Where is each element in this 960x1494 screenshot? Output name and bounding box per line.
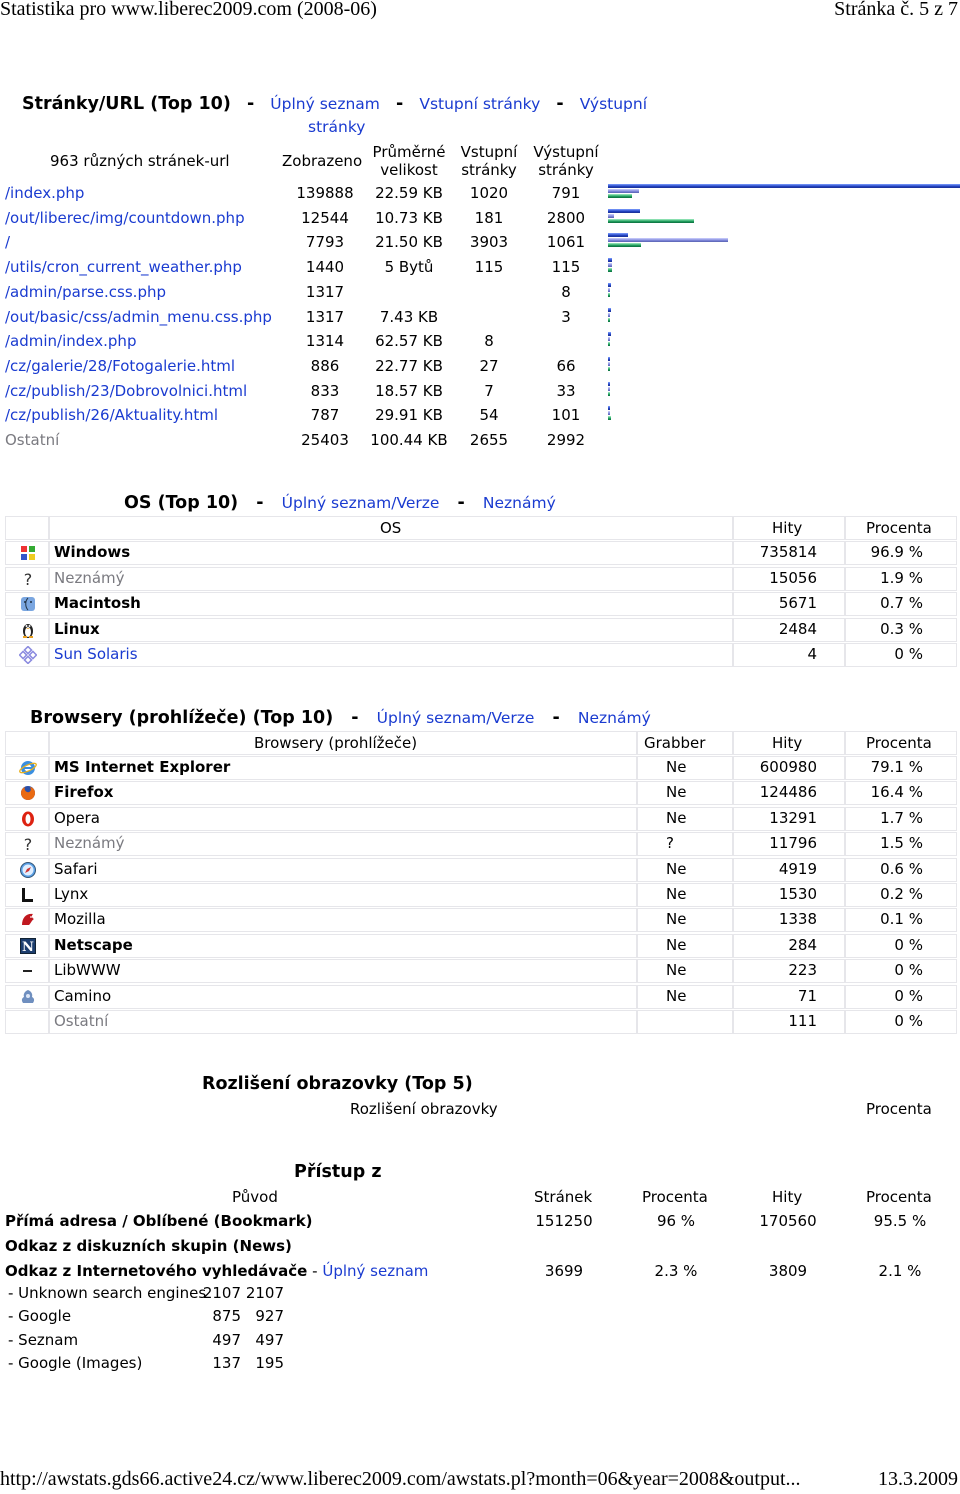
page-views: 833 bbox=[310, 381, 340, 400]
svg-text:N: N bbox=[22, 939, 34, 955]
browser-name: Opera bbox=[54, 808, 100, 827]
print-header-page: Stránka č. 5 z 7 bbox=[834, 0, 958, 20]
browser-row-frame bbox=[49, 1010, 637, 1034]
page-url-link[interactable]: /cz/galerie/28/Fotogalerie.html bbox=[5, 356, 236, 375]
search-engine-name: - Seznam bbox=[8, 1330, 79, 1349]
views-bar bbox=[608, 406, 610, 410]
search-engine-name: - Unknown search engines bbox=[8, 1284, 207, 1302]
page-views: 7793 bbox=[305, 233, 345, 252]
header-avg-size bbox=[366, 143, 452, 179]
firefox-icon bbox=[19, 784, 37, 802]
exit-bar bbox=[608, 293, 610, 297]
os-hits: 2484 bbox=[778, 619, 817, 638]
views-bar bbox=[608, 258, 612, 262]
exit-bar bbox=[608, 416, 611, 420]
views-bar bbox=[608, 308, 611, 312]
entry-pages-link[interactable]: Vstupní stránky bbox=[419, 95, 541, 113]
page-exit: 66 bbox=[556, 356, 576, 375]
browser-hits: 284 bbox=[788, 935, 817, 954]
page-exit: 2800 bbox=[546, 208, 586, 227]
page-views: 787 bbox=[310, 406, 340, 425]
browsers-header-grabber: Grabber bbox=[644, 734, 706, 752]
browser-grabber: Ne bbox=[666, 783, 687, 802]
windows-icon bbox=[19, 544, 37, 562]
header-url: 963 různých stránek-url bbox=[50, 152, 230, 170]
unknown-icon bbox=[19, 835, 37, 853]
browsers-header-percent: Procenta bbox=[866, 734, 932, 752]
search-engine-hits: 927 bbox=[255, 1307, 284, 1326]
browser-row-frame bbox=[49, 883, 637, 907]
page-url-link[interactable]: /admin/parse.css.php bbox=[5, 282, 166, 301]
exit-bar bbox=[608, 219, 694, 223]
views-bar bbox=[608, 233, 628, 237]
title-separator: - bbox=[556, 94, 564, 114]
entry-bar bbox=[608, 288, 610, 292]
browser-row-frame bbox=[637, 1010, 733, 1034]
page-url-link[interactable]: /out/basic/css/admin_menu.css.php bbox=[5, 307, 272, 326]
page-avg-size: 62.57 KB bbox=[375, 332, 443, 351]
print-footer-date: 13.3.2009 bbox=[878, 1468, 958, 1490]
search-pages: 3699 bbox=[544, 1262, 584, 1280]
search-full-list-link[interactable]: Úplný seznam bbox=[322, 1262, 429, 1280]
views-bar bbox=[608, 382, 610, 386]
page-url-link[interactable]: /cz/publish/23/Dobrovolnici.html bbox=[5, 381, 248, 400]
os-row-frame bbox=[49, 643, 733, 667]
views-bar bbox=[608, 283, 611, 287]
title-separator: - bbox=[552, 708, 560, 728]
exit-bar bbox=[608, 392, 610, 396]
news-access-label: Odkaz z diskuzních skupin (News) bbox=[5, 1237, 292, 1255]
page-exit: 2992 bbox=[546, 431, 586, 449]
page-views: 12544 bbox=[301, 208, 349, 227]
pages-section-title: Stránky/URL (Top 10) bbox=[22, 94, 231, 114]
other-browsers-label: Ostatní bbox=[54, 1012, 109, 1030]
entry-bar bbox=[608, 313, 610, 317]
header-entry-line1: Vstupní bbox=[460, 143, 518, 161]
exit-bar bbox=[608, 268, 612, 272]
page-url-link[interactable]: /out/liberec/img/countdown.php bbox=[5, 208, 245, 227]
browsers-unknown-link[interactable]: Neznámý bbox=[577, 709, 651, 727]
page-views: 886 bbox=[310, 356, 340, 375]
browser-name: MS Internet Explorer bbox=[54, 758, 231, 776]
page-exit: 101 bbox=[551, 406, 581, 425]
search-access-row bbox=[5, 1262, 428, 1280]
browser-grabber: Ne bbox=[666, 885, 687, 903]
browser-hits: 1338 bbox=[778, 910, 817, 929]
page-entry: 7 bbox=[484, 381, 494, 400]
page-avg-size: 21.50 KB bbox=[375, 233, 443, 252]
os-row-frame bbox=[49, 541, 733, 565]
search-engine-pages: 2107 bbox=[202, 1284, 241, 1302]
resolution-section-title: Rozlišení obrazovky (Top 5) bbox=[202, 1074, 473, 1094]
browser-hits: 600980 bbox=[759, 758, 817, 776]
page-url-link[interactable]: /utils/cron_current_weather.php bbox=[5, 258, 242, 277]
os-header-row-frame bbox=[49, 516, 733, 540]
page-avg-size: 100.44 KB bbox=[370, 431, 448, 449]
unknown-icon bbox=[19, 570, 37, 588]
exit-bar bbox=[608, 318, 610, 322]
header-entry bbox=[455, 143, 523, 179]
browser-percent: 16.4 % bbox=[870, 783, 923, 802]
search-engine-pages: 875 bbox=[212, 1307, 241, 1326]
browsers-header-row-frame bbox=[733, 731, 845, 755]
browsers-section-title: Browsery (prohlížeče) (Top 10) bbox=[30, 708, 334, 728]
browser-percent: 0.6 % bbox=[880, 859, 923, 878]
referrers-section-title: Přístup z bbox=[294, 1162, 382, 1182]
page-avg-size: 10.73 KB bbox=[375, 208, 443, 227]
header-views: Zobrazeno bbox=[282, 152, 363, 170]
browsers-header-row-frame bbox=[49, 731, 637, 755]
camino-icon bbox=[19, 988, 37, 1006]
browser-name: Firefox bbox=[54, 783, 114, 802]
macintosh-icon bbox=[19, 595, 37, 613]
os-hits: 735814 bbox=[759, 543, 817, 561]
exit-bar bbox=[608, 367, 610, 371]
exit-bar bbox=[608, 342, 610, 346]
browsers-full-list-link[interactable]: Úplný seznam/Verze bbox=[376, 709, 535, 727]
page-entry: 8 bbox=[484, 332, 494, 351]
os-unknown-link[interactable]: Neznámý bbox=[482, 494, 556, 512]
browser-row-frame bbox=[5, 1010, 49, 1034]
browsers-header-row-frame bbox=[637, 731, 733, 755]
browsers-header-row-frame bbox=[845, 731, 957, 755]
search-pct-hits: 2.1 % bbox=[878, 1262, 922, 1280]
browser-hits: 1530 bbox=[778, 885, 817, 903]
resolution-header-percent: Procenta bbox=[866, 1100, 932, 1118]
entry-bar bbox=[608, 411, 610, 415]
views-bar bbox=[608, 357, 610, 361]
mozilla-icon bbox=[19, 911, 37, 929]
browser-name: Netscape bbox=[54, 935, 133, 954]
browser-name: LibWWW bbox=[54, 961, 121, 980]
title-separator: - bbox=[312, 1262, 318, 1280]
search-engine-name: - Google (Images) bbox=[8, 1353, 143, 1372]
os-header-percent: Procenta bbox=[866, 519, 932, 537]
page-avg-size: 7.43 KB bbox=[379, 307, 439, 326]
search-access-label: Odkaz z Internetového vyhledávače bbox=[5, 1262, 308, 1280]
internet-explorer-icon bbox=[19, 759, 37, 777]
browsers-header-name: Browsery (prohlížeče) bbox=[254, 734, 418, 752]
title-separator: - bbox=[256, 493, 264, 513]
browsers-header-row-frame bbox=[5, 731, 49, 755]
referrers-header-pct-pages: Procenta bbox=[642, 1188, 708, 1206]
browser-row-frame bbox=[49, 832, 637, 856]
browser-percent: 1.5 % bbox=[880, 834, 923, 853]
os-header-row-frame bbox=[5, 516, 49, 540]
page-avg-size: 29.91 KB bbox=[375, 406, 443, 425]
page-views: 1440 bbox=[305, 258, 345, 277]
browser-hits: 13291 bbox=[769, 808, 817, 827]
page-exit: 1061 bbox=[546, 233, 586, 252]
entry-bar bbox=[608, 238, 728, 242]
header-entry-line2: stránky bbox=[461, 161, 517, 179]
page-entry: 181 bbox=[474, 208, 504, 227]
search-hits: 3809 bbox=[768, 1262, 808, 1280]
browser-row-frame bbox=[49, 985, 637, 1009]
safari-icon bbox=[19, 861, 37, 879]
browser-grabber: Ne bbox=[666, 910, 687, 929]
other-pages-label: Ostatní bbox=[5, 431, 60, 449]
direct-pct-hits: 95.5 % bbox=[873, 1212, 927, 1230]
page-avg-size: 22.59 KB bbox=[375, 184, 443, 202]
search-pct-pages: 2.3 % bbox=[654, 1262, 698, 1280]
page-views: 1317 bbox=[305, 282, 345, 301]
full-list-link-cont[interactable]: stránky bbox=[308, 118, 366, 136]
browser-row-frame bbox=[49, 858, 637, 882]
os-hits: 5671 bbox=[778, 594, 817, 612]
header-avg-size-line2: velikost bbox=[380, 161, 438, 179]
os-name: Neznámý bbox=[54, 568, 125, 587]
print-footer-url: http://awstats.gds66.active24.cz/www.liberec2009.com/awstats.pl?month=06&year=2008&output... bbox=[0, 1468, 801, 1490]
browser-grabber: ? bbox=[666, 834, 674, 853]
browsers-header-hits: Hity bbox=[772, 734, 803, 752]
os-percent: 96.9 % bbox=[870, 543, 923, 561]
header-exit-line2: stránky bbox=[538, 161, 594, 179]
os-header-name: OS bbox=[380, 519, 402, 537]
page-entry: 27 bbox=[479, 356, 499, 375]
page-views: 1317 bbox=[305, 307, 345, 326]
full-list-link[interactable]: Úplný seznam bbox=[270, 95, 380, 113]
page-avg-size: 22.77 KB bbox=[375, 356, 443, 375]
browser-grabber: Ne bbox=[666, 808, 687, 827]
browser-percent: 0.2 % bbox=[880, 885, 923, 903]
browser-row-frame bbox=[49, 959, 637, 983]
browser-name: Lynx bbox=[54, 885, 89, 903]
direct-access-label: Přímá adresa / Oblíbené (Bookmark) bbox=[5, 1212, 313, 1230]
browser-percent: 1.7 % bbox=[880, 808, 923, 827]
page-exit: 33 bbox=[556, 381, 576, 400]
resolution-header-name: Rozlišení obrazovky bbox=[350, 1100, 498, 1118]
search-engine-name: - Google bbox=[8, 1307, 72, 1326]
title-separator: - bbox=[457, 493, 465, 513]
exit-pages-link[interactable]: Výstupní bbox=[579, 95, 648, 113]
page-avg-size: 5 Bytů bbox=[384, 258, 434, 277]
page-entry: 115 bbox=[474, 258, 504, 277]
page-views: 1314 bbox=[305, 332, 345, 351]
os-percent: 0.3 % bbox=[880, 619, 923, 638]
page-exit: 791 bbox=[551, 184, 581, 202]
page-url-link[interactable]: /cz/publish/26/Aktuality.html bbox=[5, 406, 219, 425]
page-url-link[interactable]: /index.php bbox=[5, 184, 85, 202]
entry-bar bbox=[608, 387, 610, 391]
title-separator: - bbox=[351, 708, 359, 728]
exit-bar bbox=[608, 243, 641, 247]
os-hits: 15056 bbox=[769, 568, 817, 587]
page-entry: 3903 bbox=[469, 233, 509, 252]
browser-name: Safari bbox=[54, 859, 98, 878]
direct-hits: 170560 bbox=[759, 1212, 817, 1230]
title-separator: - bbox=[395, 94, 404, 114]
browser-percent: 0 % bbox=[894, 1012, 923, 1030]
header-exit-line1: Výstupní bbox=[533, 143, 599, 161]
browser-percent: 0 % bbox=[894, 935, 923, 954]
os-percent: 1.9 % bbox=[880, 568, 923, 587]
page-views: 25403 bbox=[301, 431, 349, 449]
browser-row-frame bbox=[49, 908, 637, 932]
browser-name: Mozilla bbox=[54, 910, 106, 929]
views-bar bbox=[608, 332, 611, 336]
browser-grabber: Ne bbox=[666, 935, 687, 954]
browser-name: Camino bbox=[54, 986, 112, 1005]
os-percent: 0 % bbox=[894, 645, 923, 663]
os-name: Linux bbox=[54, 619, 100, 638]
browser-row-frame bbox=[49, 807, 637, 831]
page-url-link[interactable]: /admin/index.php bbox=[5, 332, 137, 351]
search-engine-hits: 2107 bbox=[245, 1284, 284, 1302]
page-entry: 54 bbox=[479, 406, 499, 425]
netscape-icon bbox=[19, 937, 37, 955]
os-name: Macintosh bbox=[54, 594, 141, 612]
page-exit: 8 bbox=[561, 282, 571, 301]
os-header-row-frame bbox=[845, 516, 957, 540]
search-engine-pages: 497 bbox=[212, 1330, 241, 1349]
browser-grabber: Ne bbox=[666, 758, 687, 776]
entry-bar bbox=[608, 337, 610, 341]
os-row-frame bbox=[49, 592, 733, 616]
os-percent: 0.7 % bbox=[880, 594, 923, 612]
page-avg-size: 18.57 KB bbox=[375, 381, 443, 400]
os-header-row-frame bbox=[733, 516, 845, 540]
search-engine-pages: 137 bbox=[212, 1353, 241, 1372]
page-exit: 115 bbox=[551, 258, 581, 277]
browser-name: Neznámý bbox=[54, 834, 125, 853]
os-full-list-link[interactable]: Úplný seznam/Verze bbox=[281, 494, 440, 512]
browser-row-frame bbox=[637, 832, 733, 856]
browser-hits: 111 bbox=[788, 1012, 817, 1030]
browser-hits: 11796 bbox=[769, 834, 817, 853]
sun-solaris-icon bbox=[19, 646, 37, 664]
browser-percent: 0 % bbox=[894, 986, 923, 1005]
exit-bar bbox=[608, 194, 632, 198]
page-exit: 3 bbox=[561, 307, 571, 326]
os-row-frame bbox=[49, 567, 733, 591]
search-engine-hits: 497 bbox=[255, 1330, 284, 1349]
linux-icon bbox=[19, 621, 37, 639]
libwww-icon bbox=[19, 962, 37, 980]
page-url-link[interactable]: / bbox=[5, 233, 11, 252]
entry-bar bbox=[608, 189, 639, 193]
browser-hits: 124486 bbox=[759, 783, 817, 802]
referrers-header-hits: Hity bbox=[772, 1188, 803, 1206]
svg-text:?: ? bbox=[23, 569, 33, 588]
os-name: Windows bbox=[54, 543, 131, 561]
header-avg-size-line1: Průměrné bbox=[372, 143, 446, 161]
os-row-frame bbox=[49, 618, 733, 642]
views-bar bbox=[608, 184, 960, 188]
lynx-icon bbox=[19, 886, 37, 904]
browser-hits: 71 bbox=[797, 986, 817, 1005]
referrers-header-pages: Stránek bbox=[534, 1188, 593, 1206]
page-entry: 1020 bbox=[469, 184, 509, 202]
browser-grabber: Ne bbox=[666, 961, 687, 980]
title-separator: - bbox=[246, 94, 255, 114]
browser-hits: 223 bbox=[788, 961, 817, 980]
os-section-title: OS (Top 10) bbox=[124, 493, 239, 513]
header-exit bbox=[528, 143, 604, 179]
opera-icon bbox=[19, 810, 37, 828]
browser-percent: 79.1 % bbox=[870, 758, 923, 776]
os-name[interactable]: Sun Solaris bbox=[54, 645, 138, 663]
browser-percent: 0 % bbox=[894, 961, 923, 980]
entry-bar bbox=[608, 362, 610, 366]
browser-grabber: Ne bbox=[666, 859, 687, 878]
entry-bar bbox=[608, 214, 614, 218]
entry-bar bbox=[608, 263, 612, 267]
direct-pages: 151250 bbox=[535, 1212, 593, 1230]
browser-row-frame bbox=[49, 934, 637, 958]
views-bar bbox=[608, 209, 640, 213]
referrers-header-origin: Původ bbox=[232, 1188, 278, 1206]
svg-text:?: ? bbox=[23, 835, 33, 854]
search-engine-hits: 195 bbox=[255, 1353, 284, 1372]
browser-percent: 0.1 % bbox=[880, 910, 923, 929]
browser-row-frame bbox=[49, 781, 637, 805]
direct-pct-pages: 96 % bbox=[656, 1212, 696, 1230]
os-header-hits: Hity bbox=[772, 519, 803, 537]
referrers-header-pct-hits: Procenta bbox=[866, 1188, 932, 1206]
os-hits: 4 bbox=[807, 645, 817, 663]
page-entry: 2655 bbox=[469, 431, 509, 449]
print-header-title: Statistika pro www.liberec2009.com (2008-06) bbox=[0, 0, 377, 20]
browser-grabber: Ne bbox=[666, 986, 687, 1005]
browser-hits: 4919 bbox=[778, 859, 817, 878]
page-views: 139888 bbox=[296, 184, 354, 202]
